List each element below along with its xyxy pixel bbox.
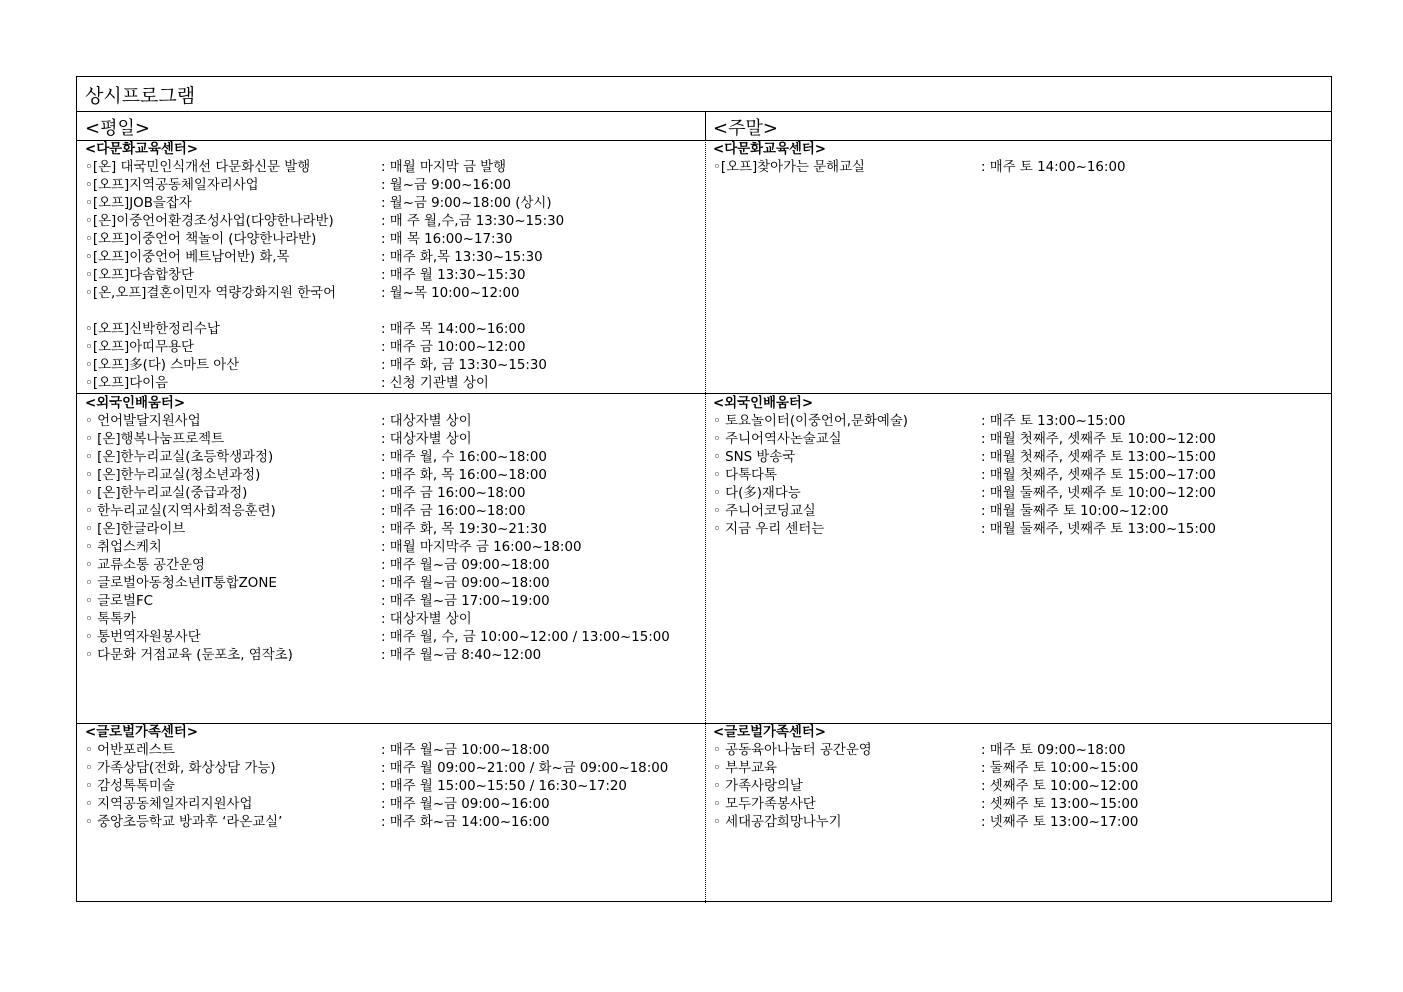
program-time: : 대상자별 상이 <box>381 414 472 429</box>
program-name: ◦ 부부교육 <box>713 761 777 776</box>
program-name: ◦[오프]多(다) 스마트 아산 <box>85 358 240 373</box>
program-name: ◦ [온]행복나눔프로젝트 <box>85 432 225 447</box>
program-row <box>713 485 1216 503</box>
weekday-multicultural-cell <box>85 141 565 393</box>
program-name: ◦ 토요놀이터(이중언어,문화예술) <box>713 414 909 429</box>
weekend-family-cell <box>713 724 1139 832</box>
section-heading: <다문화교육센터> <box>85 142 198 157</box>
program-time: : 매주 토 09:00~18:00 <box>981 743 1126 758</box>
program-name: ◦ [온]한누리교실(중급과정) <box>85 486 248 501</box>
program-name: ◦ 글로벌아동청소년IT통합ZONE <box>85 576 277 591</box>
program-row <box>85 593 550 611</box>
program-name: ◦ 지역공동체일자리지원사업 <box>85 797 253 812</box>
program-name: ◦[오프]JOB을잡자 <box>85 196 192 211</box>
program-name: ◦[온]이중언어환경조성사업(다양한나라반) <box>85 214 334 229</box>
program-name: ◦ 다(多)재다능 <box>713 486 801 501</box>
program-time: : 매주 월 15:00~15:50 / 16:30~17:20 <box>381 779 627 794</box>
program-row <box>85 267 526 285</box>
program-name: ◦[오프]이중언어 베트남어반) 화,목 <box>85 250 290 265</box>
program-name: ◦ 세대공감희망나누기 <box>713 815 842 830</box>
program-name: ◦ 지금 우리 센터는 <box>713 522 825 537</box>
program-row <box>85 413 472 431</box>
program-time: : 매월 마지막 금 발행 <box>381 160 507 175</box>
program-time: : 매주 월~금 8:40~12:00 <box>381 648 542 663</box>
program-name: ◦[오프]찾아가는 문해교실 <box>713 160 865 175</box>
program-row <box>713 431 1216 449</box>
program-time: : 둘째주 토 10:00~15:00 <box>981 761 1139 776</box>
weekday-header: <평일> <box>85 118 150 139</box>
program-name: ◦ [온]한글라이브 <box>85 522 186 537</box>
program-name: ◦[오프]신박한정리수납 <box>85 322 220 337</box>
section-heading: <외국인배움터> <box>713 396 814 411</box>
program-row <box>85 177 511 195</box>
program-time: : 매주 목 14:00~16:00 <box>381 322 526 337</box>
program-time: : 매월 첫째주, 셋째주 토 13:00~15:00 <box>981 450 1216 465</box>
program-time: : 매월 첫째주, 셋째주 토 15:00~17:00 <box>981 468 1216 483</box>
program-name: ◦ 글로벌FC <box>85 594 154 609</box>
program-row <box>713 449 1216 467</box>
program-name: ◦ 감성톡톡미술 <box>85 779 175 794</box>
program-row <box>85 449 547 467</box>
section-heading: <다문화교육센터> <box>713 142 826 157</box>
header-row <box>77 112 1331 141</box>
program-name: ◦[오프]다이음 <box>85 376 169 391</box>
program-time: : 매주 금 16:00~18:00 <box>381 486 526 501</box>
program-time: : 매 목 16:00~17:30 <box>381 232 513 247</box>
program-name: ◦ 가족상담(전화, 화상상담 가능) <box>85 761 276 776</box>
program-name: ◦ 중앙초등학교 방과후 ‘라온교실’ <box>85 815 283 830</box>
program-time: : 매월 마지막주 금 16:00~18:00 <box>381 540 582 555</box>
program-row <box>713 467 1216 485</box>
program-row <box>85 431 472 449</box>
program-time: : 매주 월, 수, 금 10:00~12:00 / 13:00~15:00 <box>381 630 670 645</box>
program-row <box>85 375 489 393</box>
program-row <box>85 503 526 521</box>
header-divider <box>705 112 706 141</box>
program-time: : 매월 둘째주, 넷째주 토 13:00~15:00 <box>981 522 1216 537</box>
program-time: : 셋째주 토 10:00~12:00 <box>981 779 1139 794</box>
program-row <box>85 742 550 760</box>
program-name: ◦[오프]이중언어 책놀이 (다양한나라반) <box>85 232 317 247</box>
program-row <box>85 557 550 575</box>
program-row <box>85 485 526 503</box>
title-row <box>77 77 1331 112</box>
program-name: ◦ [온]한누리교실(초등학생과정) <box>85 450 274 465</box>
program-time: : 대상자별 상이 <box>381 432 472 447</box>
program-name: ◦[오프]아띠무용단 <box>85 340 194 355</box>
program-time: : 월~금 9:00~16:00 <box>381 178 511 193</box>
program-name: ◦ 취업스케치 <box>85 540 162 555</box>
program-time: : 매주 금 16:00~18:00 <box>381 504 526 519</box>
program-time: : 매월 둘째주, 넷째주 토 10:00~12:00 <box>981 486 1216 501</box>
weekend-header: <주말> <box>713 118 778 139</box>
program-name: ◦ 가족사랑의날 <box>713 779 803 794</box>
program-time: : 매주 화, 목 19:30~21:30 <box>381 522 547 537</box>
program-time: : 셋째주 토 13:00~15:00 <box>981 797 1139 812</box>
program-table <box>76 76 1332 902</box>
program-name: ◦ 주니어역사논술교실 <box>713 432 842 447</box>
program-name: ◦ 어반포레스트 <box>85 743 175 758</box>
program-time: : 매주 금 10:00~12:00 <box>381 340 526 355</box>
program-row <box>85 195 552 213</box>
program-name: ◦ [온]한누리교실(청소년과정) <box>85 468 261 483</box>
program-row <box>713 521 1216 539</box>
weekend-multicultural-cell <box>713 141 1126 177</box>
section-heading: <글로벌가족센터> <box>85 725 198 740</box>
program-time: : 매주 월~금 09:00~18:00 <box>381 576 550 591</box>
program-row <box>85 321 526 339</box>
program-time: : 매주 월~금 09:00~18:00 <box>381 558 550 573</box>
program-name: ◦ 통번역자원봉사단 <box>85 630 201 645</box>
program-name: ◦[오프]다솜합창단 <box>85 268 194 283</box>
weekday-foreigner-cell <box>85 395 670 665</box>
program-time: : 매주 월 09:00~21:00 / 화~금 09:00~18:00 <box>381 761 669 776</box>
program-row <box>713 503 1169 521</box>
program-row <box>713 742 1126 760</box>
program-name: ◦ SNS 방송국 <box>713 450 796 465</box>
program-time: : 매주 월 13:30~15:30 <box>381 268 526 283</box>
program-row <box>713 760 1139 778</box>
program-name: ◦ 다톡다톡 <box>713 468 777 483</box>
program-row <box>85 611 472 629</box>
program-time: : 매주 화, 목 16:00~18:00 <box>381 468 547 483</box>
program-time: : 매주 화~금 14:00~16:00 <box>381 815 550 830</box>
program-time: : 넷째주 토 13:00~17:00 <box>981 815 1139 830</box>
program-time: : 월~금 9:00~18:00 (상시) <box>381 196 552 211</box>
program-time: : 매주 토 13:00~15:00 <box>981 414 1126 429</box>
program-name: ◦ 주니어코딩교실 <box>713 504 816 519</box>
section-heading: <글로벌가족센터> <box>713 725 826 740</box>
program-row <box>85 159 507 177</box>
program-row <box>85 231 513 249</box>
program-time: : 매월 첫째주, 셋째주 토 10:00~12:00 <box>981 432 1216 447</box>
row-divider-1 <box>77 393 1331 394</box>
program-row <box>85 760 669 778</box>
program-time: : 매월 둘째주 토 10:00~12:00 <box>981 504 1169 519</box>
program-name: ◦ 언어발달지원사업 <box>85 414 201 429</box>
program-time: : 매주 화,목 13:30~15:30 <box>381 250 543 265</box>
program-row <box>85 796 550 814</box>
program-name: ◦ 공동육아나눔터 공간운영 <box>713 743 872 758</box>
program-row <box>713 796 1139 814</box>
program-row <box>85 467 547 485</box>
program-row <box>85 339 526 357</box>
program-time: : 매주 월, 수 16:00~18:00 <box>381 450 547 465</box>
program-name: ◦ 다문화 거점교육 (둔포초, 염작초) <box>85 648 293 663</box>
program-name: ◦ 톡톡카 <box>85 612 136 627</box>
program-name: ◦ 교류소통 공간운영 <box>85 558 205 573</box>
program-time: : 매주 월~금 10:00~18:00 <box>381 743 550 758</box>
program-time: : 매주 월~금 09:00~16:00 <box>381 797 550 812</box>
program-row <box>85 575 550 593</box>
page-title: 상시프로그램 <box>85 85 196 107</box>
program-row <box>85 647 542 665</box>
program-time: : 월~목 10:00~12:00 <box>381 286 520 301</box>
program-row <box>85 357 547 375</box>
program-name: ◦[온] 대국민인식개선 다문화신문 발행 <box>85 160 311 175</box>
program-time: : 매주 토 14:00~16:00 <box>981 160 1126 175</box>
program-time: : 대상자별 상이 <box>381 612 472 627</box>
program-row <box>713 159 1126 177</box>
program-row <box>713 413 1126 431</box>
program-name: ◦ 모두가족봉사단 <box>713 797 816 812</box>
program-name: ◦[온,오프]결혼이민자 역량강화지원 한국어 <box>85 286 337 301</box>
program-row <box>85 285 520 321</box>
program-time: : 매주 월~금 17:00~19:00 <box>381 594 550 609</box>
column-divider <box>705 112 706 903</box>
program-row <box>85 213 565 231</box>
row-divider-2 <box>77 723 1331 724</box>
program-time: : 매 주 월,수,금 13:30~15:30 <box>381 214 565 229</box>
program-row <box>85 539 582 557</box>
program-row <box>85 778 627 796</box>
program-row <box>713 778 1139 796</box>
program-row <box>85 629 670 647</box>
program-row <box>85 814 550 832</box>
program-time: : 신청 기관별 상이 <box>381 376 489 391</box>
weekend-foreigner-cell <box>713 395 1216 539</box>
section-heading: <외국인배움터> <box>85 396 186 411</box>
program-row <box>85 249 543 267</box>
weekday-family-cell <box>85 724 669 832</box>
program-row <box>85 521 547 539</box>
program-name: ◦[오프]지역공동체일자리사업 <box>85 178 259 193</box>
program-time: : 매주 화, 금 13:30~15:30 <box>381 358 547 373</box>
program-row <box>713 814 1139 832</box>
program-name: ◦ 한누리교실(지역사회적응훈련) <box>85 504 276 519</box>
